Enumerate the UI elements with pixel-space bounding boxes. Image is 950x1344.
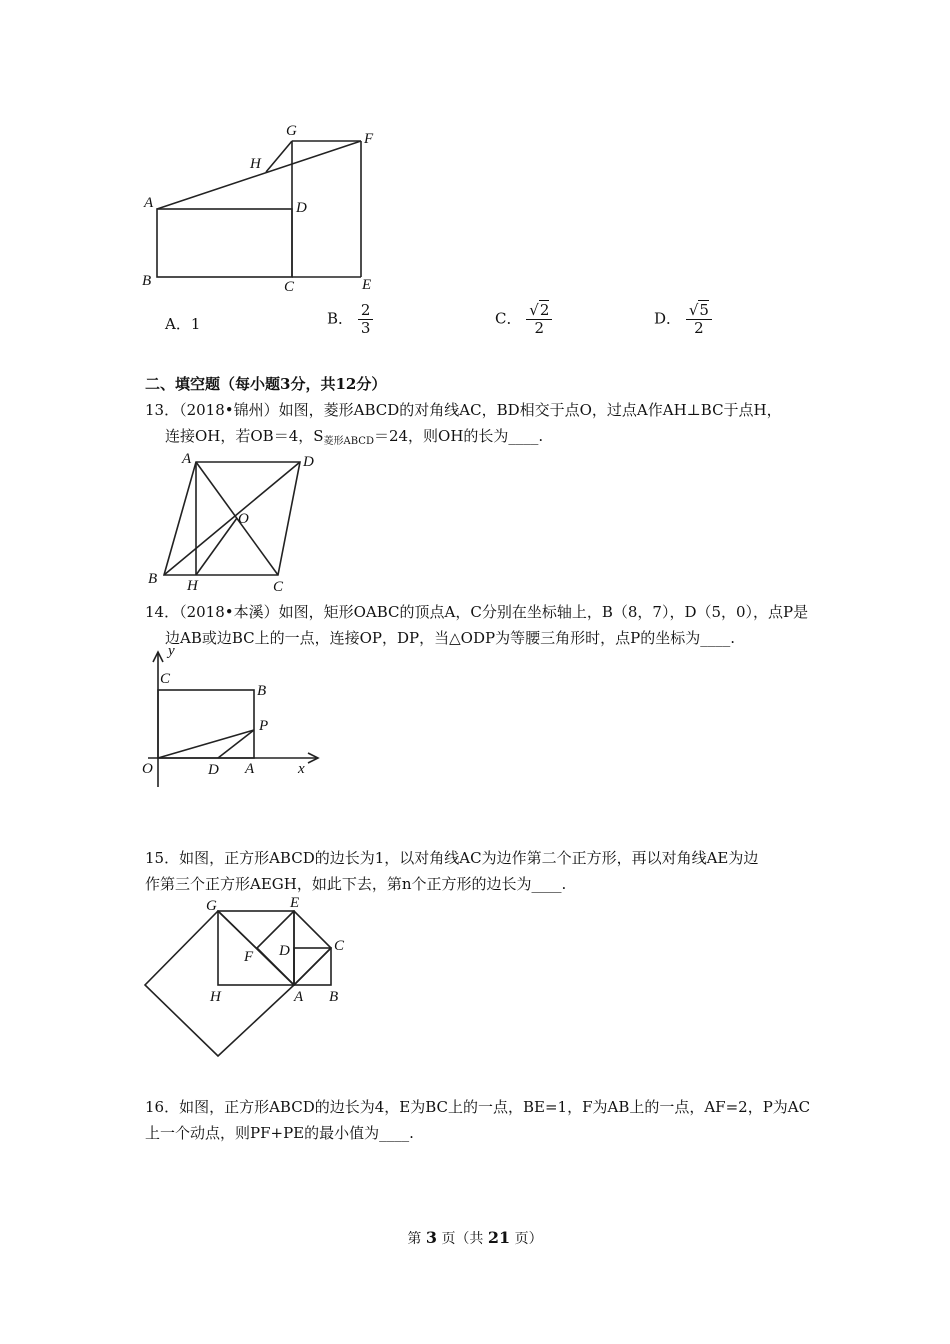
option-d-label: D． — [654, 309, 682, 328]
label-h: H — [187, 578, 198, 594]
section-heading: 二、填空题（每小题3分，共12分） — [145, 375, 387, 393]
label-g: G — [286, 123, 297, 139]
option-b-numerator: 2 — [358, 302, 374, 320]
label-a: A — [245, 761, 255, 777]
segment-ac — [294, 948, 331, 985]
page-number: 3 — [425, 1228, 437, 1247]
label-c: C — [160, 671, 171, 687]
segment-gh — [266, 141, 292, 172]
label-f: F — [244, 949, 254, 965]
q12-option-d — [654, 302, 712, 337]
option-d-denominator: 2 — [694, 319, 704, 337]
segment-op — [158, 730, 254, 758]
label-e: E — [362, 277, 372, 293]
label-o: O — [142, 761, 153, 777]
label-c: C — [273, 579, 284, 595]
q16-text-line2: 上一个动点，则PF+PE的最小值为____. — [145, 1124, 414, 1142]
label-e: E — [290, 895, 300, 911]
label-y: y — [168, 643, 175, 659]
label-a: A — [182, 451, 192, 467]
label-d: D — [296, 200, 307, 216]
q16-text-line1: 如图，正方形ABCD的边长为4，E为BC上的一点，BE=1，F为AB上的一点，AF=2，P为AC — [179, 1098, 811, 1116]
label-f: F — [364, 131, 374, 147]
label-g: G — [206, 898, 217, 914]
rect-abcd — [157, 209, 292, 277]
q13-subscript: 菱形ABCD — [323, 436, 374, 447]
segment-oh — [196, 518, 237, 575]
q14-line1 — [145, 599, 808, 625]
segment-af — [157, 141, 361, 209]
rect-oabc — [158, 690, 254, 758]
q12-option-b — [327, 302, 373, 337]
q14-number: 14． — [145, 603, 180, 621]
q15-line1 — [145, 845, 758, 871]
label-h: H — [210, 989, 221, 1005]
q15-text-line1: 如图，正方形ABCD的边长为1，以对角线AC为边作第二个正方形，再以对角线AE为边 — [179, 849, 759, 867]
option-a-value: 1 — [190, 315, 201, 333]
q15-number: 15． — [145, 849, 180, 867]
q15-text-line2: 作第三个正方形AEGH，如此下去，第n个正方形的边长为____. — [145, 875, 567, 893]
label-b: B — [142, 273, 152, 289]
label-b: B — [329, 989, 339, 1005]
label-d: D — [279, 943, 290, 959]
page-total: 21 — [487, 1228, 511, 1247]
label-c: C — [334, 938, 345, 954]
q12-option-c — [495, 302, 552, 337]
q14-text-line1: （2018•本溪）如图，矩形OABC的顶点A，C分别在坐标轴上，B（8，7），D（5，0），点P是 — [179, 603, 809, 621]
label-o: O — [238, 511, 249, 527]
label-h: H — [250, 156, 261, 172]
label-d: D — [303, 454, 314, 470]
label-p: P — [259, 718, 269, 734]
option-c-label: C． — [495, 309, 522, 328]
sqrt-icon: √ — [529, 301, 539, 319]
q12-option-a — [165, 313, 200, 334]
q13-text-line1: （2018•锦州）如图，菱形ABCD的对角线AC，BD相交于点O，过点A作AH⊥BC于点H， — [179, 401, 782, 419]
q13-line1 — [145, 397, 782, 423]
option-c-denominator: 2 — [534, 319, 545, 337]
option-d-numerator: √5 — [686, 302, 712, 320]
page-footer: 第 3 页（共 21 页） — [407, 1228, 543, 1247]
q14-figure — [138, 642, 328, 792]
option-c-numerator: √2 — [526, 302, 552, 320]
option-b-denominator: 3 — [360, 319, 371, 337]
q13-figure — [140, 448, 330, 596]
sqrt-icon: √ — [688, 301, 699, 319]
segment-dp — [218, 730, 254, 758]
option-a-label: A． — [165, 315, 191, 333]
q16-number: 16． — [145, 1098, 180, 1116]
diagonal-bd — [164, 462, 300, 575]
q16-line2 — [145, 1120, 414, 1146]
option-c-fraction — [526, 302, 552, 337]
label-x: x — [298, 761, 305, 777]
q13-number: 13． — [145, 401, 180, 419]
label-a: A — [144, 195, 154, 211]
q13-line2: 连接OH，若OB＝4，$S_{菱形ABCD}=24$，则OH的长为____. — [165, 427, 544, 447]
q15-figure — [138, 893, 358, 1058]
q14-text-line2: 边AB或边BC上的一点，连接OP，DP，当△ODP为等腰三角形时，点P的坐标为____. — [165, 629, 735, 647]
option-b-fraction — [358, 302, 374, 337]
q12-figure — [138, 118, 388, 298]
label-d: D — [208, 762, 219, 778]
label-a: A — [294, 989, 304, 1005]
option-d-fraction — [686, 302, 712, 337]
option-b-label: B． — [327, 309, 354, 328]
label-b: B — [257, 683, 267, 699]
label-b: B — [148, 571, 158, 587]
q16-line1 — [145, 1094, 810, 1120]
label-c: C — [284, 279, 295, 295]
